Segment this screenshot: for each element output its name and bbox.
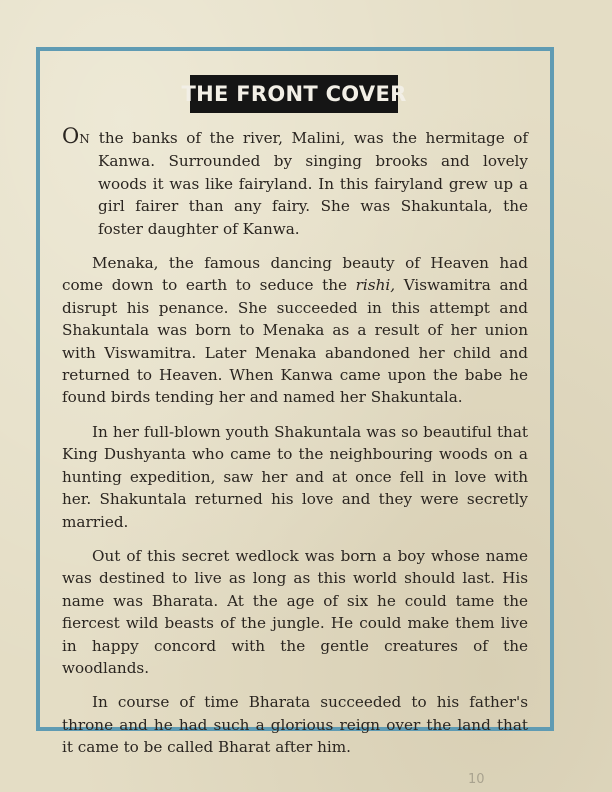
paragraph-2 [62,252,528,409]
title-banner [181,75,407,113]
paragraph-1-text: the banks of the river, Malini, was the hermitage of Kanwa. Surrounded by singing brooks and lovely woods it was like fairyland. In this fairyland grew up a girl fairer than any fairy. She was Shakuntala, the foster daughter of Kanwa. [90,129,528,238]
page-number: 10 [468,772,485,787]
paragraph-5: In course of time Bharata succeeded to his father's throne and he had such a glorious reign over the land that it came to be called Bharat after him. [62,693,528,757]
paragraph-3: In her full-blown youth Shakuntala was so beautiful that King Dushyanta who came to the neighbouring woods on a hunting expedition, saw her and at once fell in love with her. Shakuntala returned his love and they were secretly married. [62,422,528,531]
page-title: THE FRONT COVER [181,82,407,106]
paragraph-2-italic-word: rishi, [355,276,396,295]
drop-cap: O [62,124,80,148]
paragraph-1 [62,124,528,240]
paragraph-2-text-before: Menaka, the famous dancing beauty of Heaven had come down to earth to seduce the [62,254,528,295]
article-body [62,124,529,771]
paragraph-2-text-after: Viswamitra and disrupt his penance. She succeeded in this attempt and Shakuntala was born to Menaka as a result of her union with Viswamitra. Later Menaka abandoned her child and returned to Heaven. When Kanwa came upon the babe he found birds tending her and named her Shakuntala. [62,276,529,407]
small-cap: N [79,132,91,146]
paragraph-4: Out of this secret wedlock was born a boy whose name was destined to live as long as this world should last. His name was Bharata. At the age of six he could tame the fiercest wild beasts of the jungle. He could make them live in happy concord with the gentle creatures of the woodlands. [62,546,528,677]
